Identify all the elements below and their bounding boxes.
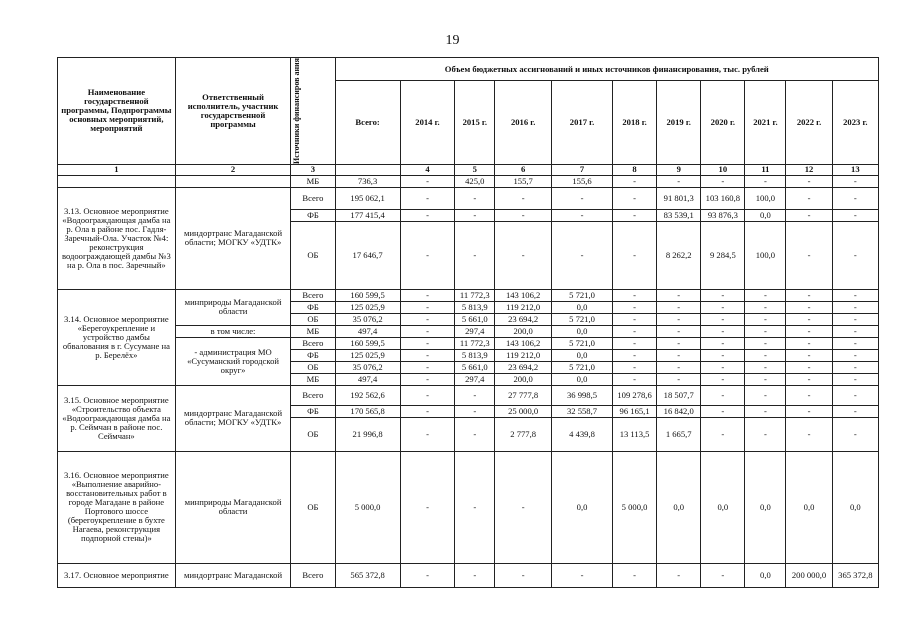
value-cell: 0,0 — [552, 325, 613, 337]
value-cell: - — [400, 313, 455, 325]
value-cell: - — [400, 325, 455, 337]
measure-3-14-subexecutor: - администрация МО «Сусуманский городской округ» — [175, 337, 291, 385]
value-cell: - — [613, 361, 657, 373]
column-index: 6 — [495, 164, 552, 175]
value-cell: - — [701, 175, 745, 187]
value-cell: - — [613, 187, 657, 209]
column-index: 12 — [786, 164, 832, 175]
column-index: 5 — [455, 164, 495, 175]
value-cell: 5 721,0 — [552, 313, 613, 325]
value-cell: 32 558,7 — [552, 405, 613, 417]
source-cell: ОБ — [291, 451, 335, 563]
total-cell: 565 372,8 — [335, 563, 400, 587]
total-cell: 497,4 — [335, 325, 400, 337]
value-cell: - — [552, 209, 613, 221]
value-cell: - — [495, 563, 552, 587]
value-cell: - — [455, 451, 495, 563]
value-cell: - — [832, 417, 878, 451]
value-cell: - — [400, 373, 455, 385]
value-cell: - — [455, 385, 495, 405]
value-cell: - — [832, 175, 878, 187]
value-cell: - — [613, 313, 657, 325]
value-cell: - — [657, 289, 701, 301]
value-cell: - — [832, 325, 878, 337]
value-cell: - — [701, 373, 745, 385]
value-cell: 0,0 — [745, 451, 786, 563]
value-cell: - — [832, 405, 878, 417]
measure-3-14-name: 3.14. Основное мероприятие «Берегоукрепление и устройство дамбы обвалования в г. Сусумане на р. Берелёх» — [58, 289, 176, 385]
value-cell: - — [701, 289, 745, 301]
value-cell: 155,7 — [495, 175, 552, 187]
value-cell: - — [400, 451, 455, 563]
header-volume: Объем бюджетных ассигнований и иных источников финансирования, тыс. рублей — [335, 58, 879, 81]
value-cell: 18 507,7 — [657, 385, 701, 405]
total-cell: 177 415,4 — [335, 209, 400, 221]
value-cell: - — [832, 187, 878, 209]
total-cell: 35 076,2 — [335, 361, 400, 373]
value-cell: - — [400, 209, 455, 221]
value-cell: 23 694,2 — [495, 313, 552, 325]
measure-3-16-executor: минприроды Магаданской области — [175, 451, 291, 563]
value-cell: - — [832, 221, 878, 289]
column-index: 1 — [58, 164, 176, 175]
page-number: 19 — [445, 33, 460, 48]
source-cell: МБ — [291, 325, 335, 337]
measure-3-13-name: 3.13. Основное мероприятие «Водоограждающая дамба на р. Ола в районе пос. Гадля-Заречный-Ола. Участок №4: реконструкция водоограждающей дамбы №3 на р. Ола в пос. Заречный» — [58, 187, 176, 289]
value-cell: 25 000,0 — [495, 405, 552, 417]
value-cell: - — [495, 209, 552, 221]
header-year: 2019 г. — [657, 81, 701, 165]
value-cell: 23 694,2 — [495, 361, 552, 373]
measure-3-13-executor: миндортранс Магаданской области; МОГКУ «УДТК» — [175, 187, 291, 289]
value-cell: - — [701, 313, 745, 325]
value-cell: - — [400, 361, 455, 373]
value-cell: - — [400, 301, 455, 313]
value-cell: 5 721,0 — [552, 337, 613, 349]
value-cell: - — [786, 221, 832, 289]
value-cell: - — [657, 373, 701, 385]
value-cell: - — [400, 187, 455, 209]
value-cell: 119 212,0 — [495, 301, 552, 313]
value-cell: - — [613, 373, 657, 385]
source-cell: Всего — [291, 337, 335, 349]
value-cell: - — [701, 563, 745, 587]
value-cell: - — [786, 313, 832, 325]
table-row — [58, 289, 879, 301]
value-cell: - — [657, 325, 701, 337]
value-cell: - — [400, 563, 455, 587]
value-cell: - — [786, 373, 832, 385]
header-source — [291, 58, 335, 165]
source-cell: ОБ — [291, 417, 335, 451]
budget-table — [57, 57, 879, 588]
value-cell: - — [613, 209, 657, 221]
table-row — [58, 325, 879, 337]
value-cell: 143 106,2 — [495, 289, 552, 301]
value-cell: - — [455, 187, 495, 209]
value-cell: - — [786, 325, 832, 337]
value-cell: 9 284,5 — [701, 221, 745, 289]
total-cell: 736,3 — [335, 175, 400, 187]
total-cell: 160 599,5 — [335, 337, 400, 349]
value-cell: - — [400, 385, 455, 405]
value-cell: - — [400, 175, 455, 187]
value-cell: 0,0 — [657, 451, 701, 563]
value-cell: 5 813,9 — [455, 349, 495, 361]
header-year: 2018 г. — [613, 81, 657, 165]
value-cell: - — [745, 337, 786, 349]
value-cell: - — [745, 301, 786, 313]
value-cell: - — [613, 337, 657, 349]
column-index-row — [58, 164, 879, 175]
value-cell: - — [701, 361, 745, 373]
value-cell: 425,0 — [455, 175, 495, 187]
measure-3-17-executor: миндортранс Магаданской — [175, 563, 291, 587]
value-cell: - — [552, 221, 613, 289]
value-cell: - — [786, 385, 832, 405]
column-index: 8 — [613, 164, 657, 175]
value-cell: - — [745, 405, 786, 417]
value-cell: 155,6 — [552, 175, 613, 187]
value-cell: - — [657, 361, 701, 373]
value-cell: - — [400, 289, 455, 301]
source-cell: Всего — [291, 289, 335, 301]
source-cell: ФБ — [291, 349, 335, 361]
value-cell: 297,4 — [455, 373, 495, 385]
value-cell: - — [832, 361, 878, 373]
value-cell: - — [455, 209, 495, 221]
header-program: Наименование государственной программы, Подпрограммы основных мероприятий, мероприятий — [58, 58, 176, 165]
value-cell: - — [745, 361, 786, 373]
value-cell: - — [657, 313, 701, 325]
value-cell: - — [745, 385, 786, 405]
total-cell: 160 599,5 — [335, 289, 400, 301]
measure-3-15-executor: миндортранс Магаданской области; МОГКУ «УДТК» — [175, 385, 291, 451]
total-cell: 125 025,9 — [335, 349, 400, 361]
value-cell: 5 661,0 — [455, 313, 495, 325]
column-index: 13 — [832, 164, 878, 175]
table-row — [58, 187, 879, 209]
measure-3-17-name: 3.17. Основное мероприятие — [58, 563, 176, 587]
value-cell: - — [400, 337, 455, 349]
column-index: 10 — [701, 164, 745, 175]
value-cell: - — [745, 313, 786, 325]
value-cell: 0,0 — [745, 563, 786, 587]
header-source-text: Источники финансиров ания — [292, 58, 302, 164]
total-cell: 21 996,8 — [335, 417, 400, 451]
value-cell: - — [657, 175, 701, 187]
value-cell: - — [613, 175, 657, 187]
value-cell: - — [400, 221, 455, 289]
table-row — [58, 563, 879, 587]
value-cell: - — [786, 349, 832, 361]
value-cell: - — [552, 187, 613, 209]
column-index: 9 — [657, 164, 701, 175]
value-cell: 103 160,8 — [701, 187, 745, 209]
header-executor: Ответственный исполнитель, участник государственной программы — [175, 58, 291, 165]
value-cell: 143 106,2 — [495, 337, 552, 349]
source-cell: ОБ — [291, 361, 335, 373]
value-cell: - — [786, 175, 832, 187]
value-cell: - — [832, 301, 878, 313]
executor-cell-empty — [175, 175, 291, 187]
value-cell: 2 777,8 — [495, 417, 552, 451]
value-cell: - — [552, 563, 613, 587]
value-cell: - — [657, 301, 701, 313]
value-cell: - — [701, 349, 745, 361]
value-cell: - — [495, 187, 552, 209]
source-cell: МБ — [291, 373, 335, 385]
value-cell: 36 998,5 — [552, 385, 613, 405]
value-cell: - — [613, 301, 657, 313]
value-cell: - — [613, 349, 657, 361]
value-cell: - — [400, 417, 455, 451]
source-cell: ОБ — [291, 313, 335, 325]
value-cell: 1 665,7 — [657, 417, 701, 451]
value-cell: - — [701, 301, 745, 313]
value-cell: 11 772,3 — [455, 289, 495, 301]
value-cell: 27 777,8 — [495, 385, 552, 405]
value-cell: - — [832, 337, 878, 349]
value-cell: 5 813,9 — [455, 301, 495, 313]
value-cell: 100,0 — [745, 187, 786, 209]
source-cell: ФБ — [291, 209, 335, 221]
value-cell: - — [786, 337, 832, 349]
value-cell: - — [657, 349, 701, 361]
header-year: 2022 г. — [786, 81, 832, 165]
value-cell: - — [745, 373, 786, 385]
value-cell: - — [455, 417, 495, 451]
value-cell: - — [832, 313, 878, 325]
value-cell: 0,0 — [552, 349, 613, 361]
value-cell: - — [786, 209, 832, 221]
value-cell: 297,4 — [455, 325, 495, 337]
measure-3-14-including: в том числе: — [175, 325, 291, 337]
value-cell: - — [786, 405, 832, 417]
value-cell: 200,0 — [495, 373, 552, 385]
source-cell: МБ — [291, 175, 335, 187]
value-cell: 0,0 — [786, 451, 832, 563]
header-year: 2014 г. — [400, 81, 455, 165]
value-cell: - — [745, 289, 786, 301]
value-cell: - — [455, 563, 495, 587]
source-cell: ФБ — [291, 301, 335, 313]
value-cell: - — [495, 221, 552, 289]
name-cell-empty — [58, 175, 176, 187]
value-cell: - — [400, 405, 455, 417]
value-cell: 119 212,0 — [495, 349, 552, 361]
total-cell: 5 000,0 — [335, 451, 400, 563]
value-cell: - — [832, 349, 878, 361]
value-cell: 200,0 — [495, 325, 552, 337]
column-index: 11 — [745, 164, 786, 175]
total-cell: 125 025,9 — [335, 301, 400, 313]
header-year: 2017 г. — [552, 81, 613, 165]
column-index: 2 — [175, 164, 291, 175]
total-cell: 17 646,7 — [335, 221, 400, 289]
value-cell: 0,0 — [552, 451, 613, 563]
value-cell: - — [701, 325, 745, 337]
value-cell: - — [745, 417, 786, 451]
source-cell: Всего — [291, 385, 335, 405]
header-year: 2015 г. — [455, 81, 495, 165]
value-cell: - — [786, 289, 832, 301]
value-cell: 83 539,1 — [657, 209, 701, 221]
header-year: 2023 г. — [832, 81, 878, 165]
value-cell: - — [786, 361, 832, 373]
value-cell: - — [832, 209, 878, 221]
value-cell: 5 661,0 — [455, 361, 495, 373]
value-cell: 100,0 — [745, 221, 786, 289]
value-cell: - — [701, 405, 745, 417]
column-index: 4 — [400, 164, 455, 175]
value-cell: 0,0 — [552, 301, 613, 313]
table-row — [58, 175, 879, 187]
column-index: 7 — [552, 164, 613, 175]
value-cell: - — [613, 289, 657, 301]
value-cell: - — [701, 385, 745, 405]
value-cell: 8 262,2 — [657, 221, 701, 289]
value-cell: - — [701, 337, 745, 349]
value-cell: - — [657, 563, 701, 587]
value-cell: 96 165,1 — [613, 405, 657, 417]
value-cell: - — [613, 325, 657, 337]
value-cell: - — [657, 337, 701, 349]
value-cell: 5 721,0 — [552, 289, 613, 301]
value-cell: 5 000,0 — [613, 451, 657, 563]
measure-3-14-executor: минприроды Магаданской области — [175, 289, 291, 325]
value-cell: - — [455, 221, 495, 289]
value-cell: - — [832, 289, 878, 301]
total-cell: 170 565,8 — [335, 405, 400, 417]
value-cell: 11 772,3 — [455, 337, 495, 349]
value-cell: 91 801,3 — [657, 187, 701, 209]
measure-3-16-name: 3.16. Основное мероприятие «Выполнение аварийно-восстановительных работ в городе Магадане в районе Портового шоссе (берегоукрепление в бухте Нагаева, реконструкция подпорной стены)» — [58, 451, 176, 563]
total-cell: 497,4 — [335, 373, 400, 385]
value-cell: - — [745, 175, 786, 187]
value-cell: 0,0 — [832, 451, 878, 563]
header-year: 2020 г. — [701, 81, 745, 165]
value-cell: - — [832, 373, 878, 385]
value-cell: 0,0 — [745, 209, 786, 221]
table-row — [58, 451, 879, 563]
value-cell: 0,0 — [701, 451, 745, 563]
value-cell: - — [701, 417, 745, 451]
value-cell: 93 876,3 — [701, 209, 745, 221]
value-cell: - — [455, 405, 495, 417]
value-cell: 109 278,6 — [613, 385, 657, 405]
header-total: Всего: — [335, 81, 400, 165]
source-cell: ОБ — [291, 221, 335, 289]
value-cell: - — [745, 349, 786, 361]
measure-3-15-name: 3.15. Основное мероприятие «Строительство объекта «Водоограждающая дамба на р. Сеймчан в районе пос. Сеймчан» — [58, 385, 176, 451]
total-cell: 35 076,2 — [335, 313, 400, 325]
source-cell: Всего — [291, 187, 335, 209]
source-cell: Всего — [291, 563, 335, 587]
value-cell: - — [613, 563, 657, 587]
value-cell: - — [786, 187, 832, 209]
table-row — [58, 385, 879, 405]
value-cell: 5 721,0 — [552, 361, 613, 373]
value-cell: 4 439,8 — [552, 417, 613, 451]
table-row — [58, 337, 879, 349]
value-cell: - — [786, 301, 832, 313]
value-cell: 16 842,0 — [657, 405, 701, 417]
source-cell: ФБ — [291, 405, 335, 417]
value-cell: 365 372,8 — [832, 563, 878, 587]
column-index-empty — [335, 164, 400, 175]
value-cell: - — [745, 325, 786, 337]
total-cell: 195 062,1 — [335, 187, 400, 209]
header-year: 2016 г. — [495, 81, 552, 165]
value-cell: - — [613, 221, 657, 289]
total-cell: 192 562,6 — [335, 385, 400, 405]
value-cell: 13 113,5 — [613, 417, 657, 451]
value-cell: - — [786, 417, 832, 451]
value-cell: - — [400, 349, 455, 361]
header-year: 2021 г. — [745, 81, 786, 165]
value-cell: 0,0 — [552, 373, 613, 385]
value-cell: - — [832, 385, 878, 405]
value-cell: 200 000,0 — [786, 563, 832, 587]
value-cell: - — [495, 451, 552, 563]
column-index: 3 — [291, 164, 335, 175]
